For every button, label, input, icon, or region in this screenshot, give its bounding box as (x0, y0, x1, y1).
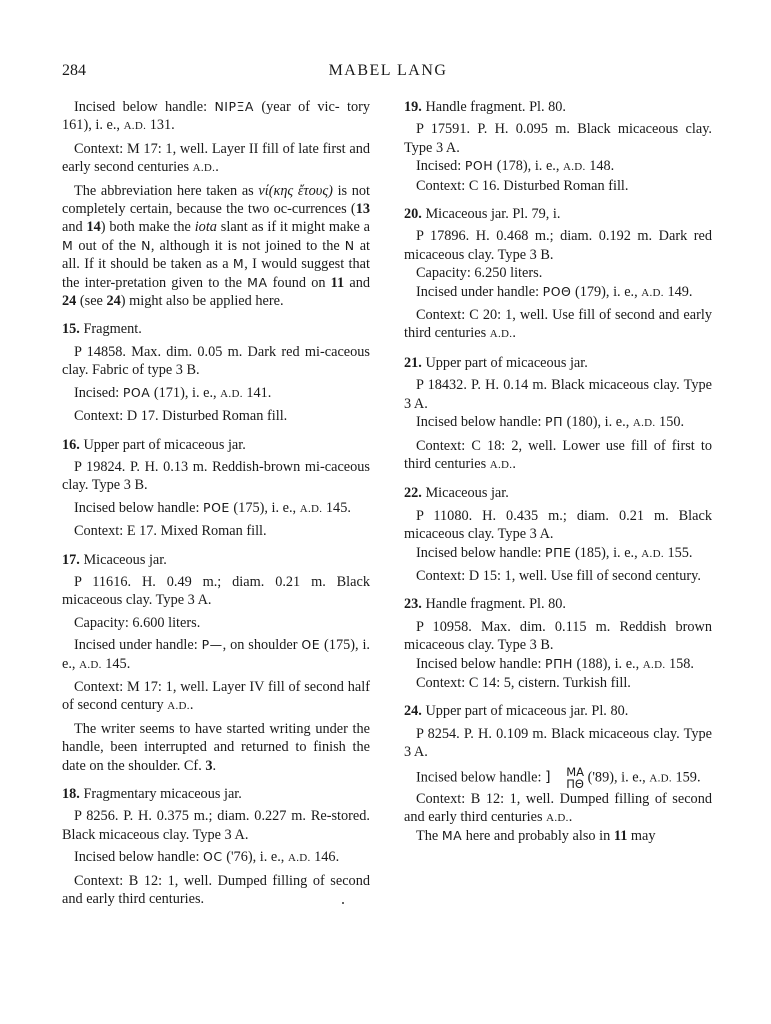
entry-19-desc: P 17591. P. H. 0.095 m. Black micaceous clay. Type 3 A. (404, 121, 712, 156)
entry-17-desc: P 11616. H. 0.49 m.; diam. 0.21 m. Black micaceous clay. Type 3 A. (62, 573, 370, 609)
inscription-fraction: ΜΑ ΠΘ (566, 764, 584, 791)
entry-15-title: 15. Fragment. (62, 321, 142, 338)
entry-20-desc: P 17896. H. 0.468 m.; diam. 0.192 m. Dark red micaceous clay. Type 3 B. (404, 228, 712, 263)
entry-17-note: The writer seems to have started writing under the handle, been interrupted and returned to finish the date on the shoulder. Cf. 3. (62, 720, 370, 774)
entry-21-context: Context: C 18: 2, well. Lower use fill of first to third centuries A.D.. (404, 437, 712, 472)
entry-24-title: 24. Upper part of micaceous jar. Pl. 80. (404, 703, 629, 720)
entry-17-context: Context: M 17: 1, well. Layer IV fill of second half of second century A.D.. (62, 678, 370, 714)
entry-19-title: 19. Handle fragment. Pl. 80. (404, 99, 567, 115)
entry-22-title: 22. Micaceous jar. (404, 485, 509, 502)
entry-15-desc: P 14858. Max. dim. 0.05 m. Dark red mi-caceous clay. Fabric of type 3 B. (62, 343, 370, 379)
entry-15-context: Context: D 17. Disturbed Roman fill. (74, 408, 288, 425)
entry-20-title: 20. Micaceous jar. Pl. 79, i. (404, 206, 561, 223)
entry-22-context: Context: D 15: 1, well. Use fill of second century. (416, 567, 701, 584)
entry-21-title: 21. Upper part of micaceous jar. (404, 354, 588, 371)
entry-21-incised: Incised below handle: ΡΠ (180), i. e., A.D. 150. (416, 414, 685, 431)
entry-14-context: Context: M 17: 1, well. Layer II fill of late first and early second centuries A.D.. (62, 140, 370, 176)
entry-16-context: Context: E 17. Mixed Roman fill. (74, 523, 267, 540)
entry-16-desc: P 19824. P. H. 0.13 m. Reddish-brown mi-caceous clay. Type 3 B. (62, 458, 370, 494)
entry-18-context: Context: B 12: 1, well. Dumped filling of second and early third centuries. (62, 872, 370, 908)
entry-14-note: The abbreviation here taken as νί(κης ἔτους) is not completely certain, because the two oc-currences (13 and 14) both make the iota slant as if it might make a Μ out of the Ν, although it is not joined to the Ν at all. If it should be taken as a Μ, I would suggest that the inter-pretation given to the ΜΑ found on 11 and 24 (see 24) might also be applied here. (62, 182, 371, 310)
entry-24-context: Context: B 12: 1, well. Dumped filling of second and early third centuries A.D.. (404, 790, 712, 825)
page-header (62, 62, 714, 84)
inscription: ΝΙΡΞΑ (214, 99, 254, 114)
entry-16-incised: Incised below handle: ΡΟΕ (175), i. e., A.D. 145. (74, 499, 351, 516)
entry-19-incised: Incised: ΡΟΗ (178), i. e., A.D. 148. (416, 158, 615, 175)
entry-18-title: 18. Fragmentary micaceous jar. (62, 786, 242, 802)
entry-22-incised: Incised below handle: ΡΠΕ (185), i. e., A.D. 155. (416, 544, 693, 561)
entry-17-title: 17. Micaceous jar. (62, 551, 167, 568)
entry-22-desc: P 11080. H. 0.435 m.; diam. 0.21 m. Black micaceous clay. Type 3 A. (404, 507, 712, 543)
entry-20-incised: Incised under handle: ΡΟΘ (179), i. e., A.D. 149. (416, 283, 693, 300)
entry-24-incised: Incised below handle: ] ΜΑ ΠΘ ('89), i. e., A.D. 159. (416, 764, 701, 791)
entry-18-desc: P 8256. P. H. 0.375 m.; diam. 0.227 m. Re-stored. Black micaceous clay. Type 3 A. (62, 808, 370, 843)
entry-23-title: 23. Handle fragment. Pl. 80. (404, 596, 567, 613)
left-column (62, 98, 370, 908)
entry-23-desc: P 10958. Max. dim. 0.115 m. Reddish brown micaceous clay. Type 3 B. (404, 618, 712, 654)
entry-23-context: Context: C 14: 5, cistern. Turkish fill. (416, 674, 631, 691)
greek-abbreviation: νί(κης ἔτους) (258, 182, 333, 199)
stray-mark (342, 902, 344, 904)
page-number: 284 (62, 62, 86, 79)
entry-16-title: 16. Upper part of micaceous jar. (62, 436, 246, 453)
running-head: MABEL LANG (328, 62, 448, 79)
entry-24-note: The ΜΑ here and probably also in 11 may (416, 828, 656, 845)
entry-17-capacity: Capacity: 6.600 liters. (74, 614, 201, 631)
entry-20-context: Context: C 20: 1, well. Use fill of second and early third centuries A.D.. (404, 307, 712, 342)
entry-20-capacity: Capacity: 6.250 liters. (416, 265, 543, 282)
entry-15-incised: Incised: ΡΟΑ (171), i. e., A.D. 141. (74, 384, 272, 401)
entry-24-desc: P 8254. P. H. 0.109 m. Black micaceous clay. Type 3 A. (404, 725, 712, 761)
entry-17-incised: Incised under handle: Ρ—, on shoulder ΟΕ (175), i. e., A.D. 145. (62, 637, 370, 672)
entry-18-incised: Incised below handle: ΟϹ ('76), i. e., A.D. 146. (74, 849, 340, 866)
entry-23-incised: Incised below handle: ΡΠΗ (188), i. e., A.D. 158. (416, 655, 694, 672)
right-column (404, 98, 712, 846)
entry-14-incised: Incised below handle: ΝΙΡΞΑ (year of vic- tory 161), i. e., A.D. 131. (62, 99, 370, 134)
entry-21-desc: P 18432. P. H. 0.14 m. Black micaceous clay. Type 3 A. (404, 377, 712, 412)
entry-19-context: Context: C 16. Disturbed Roman fill. (416, 177, 629, 194)
